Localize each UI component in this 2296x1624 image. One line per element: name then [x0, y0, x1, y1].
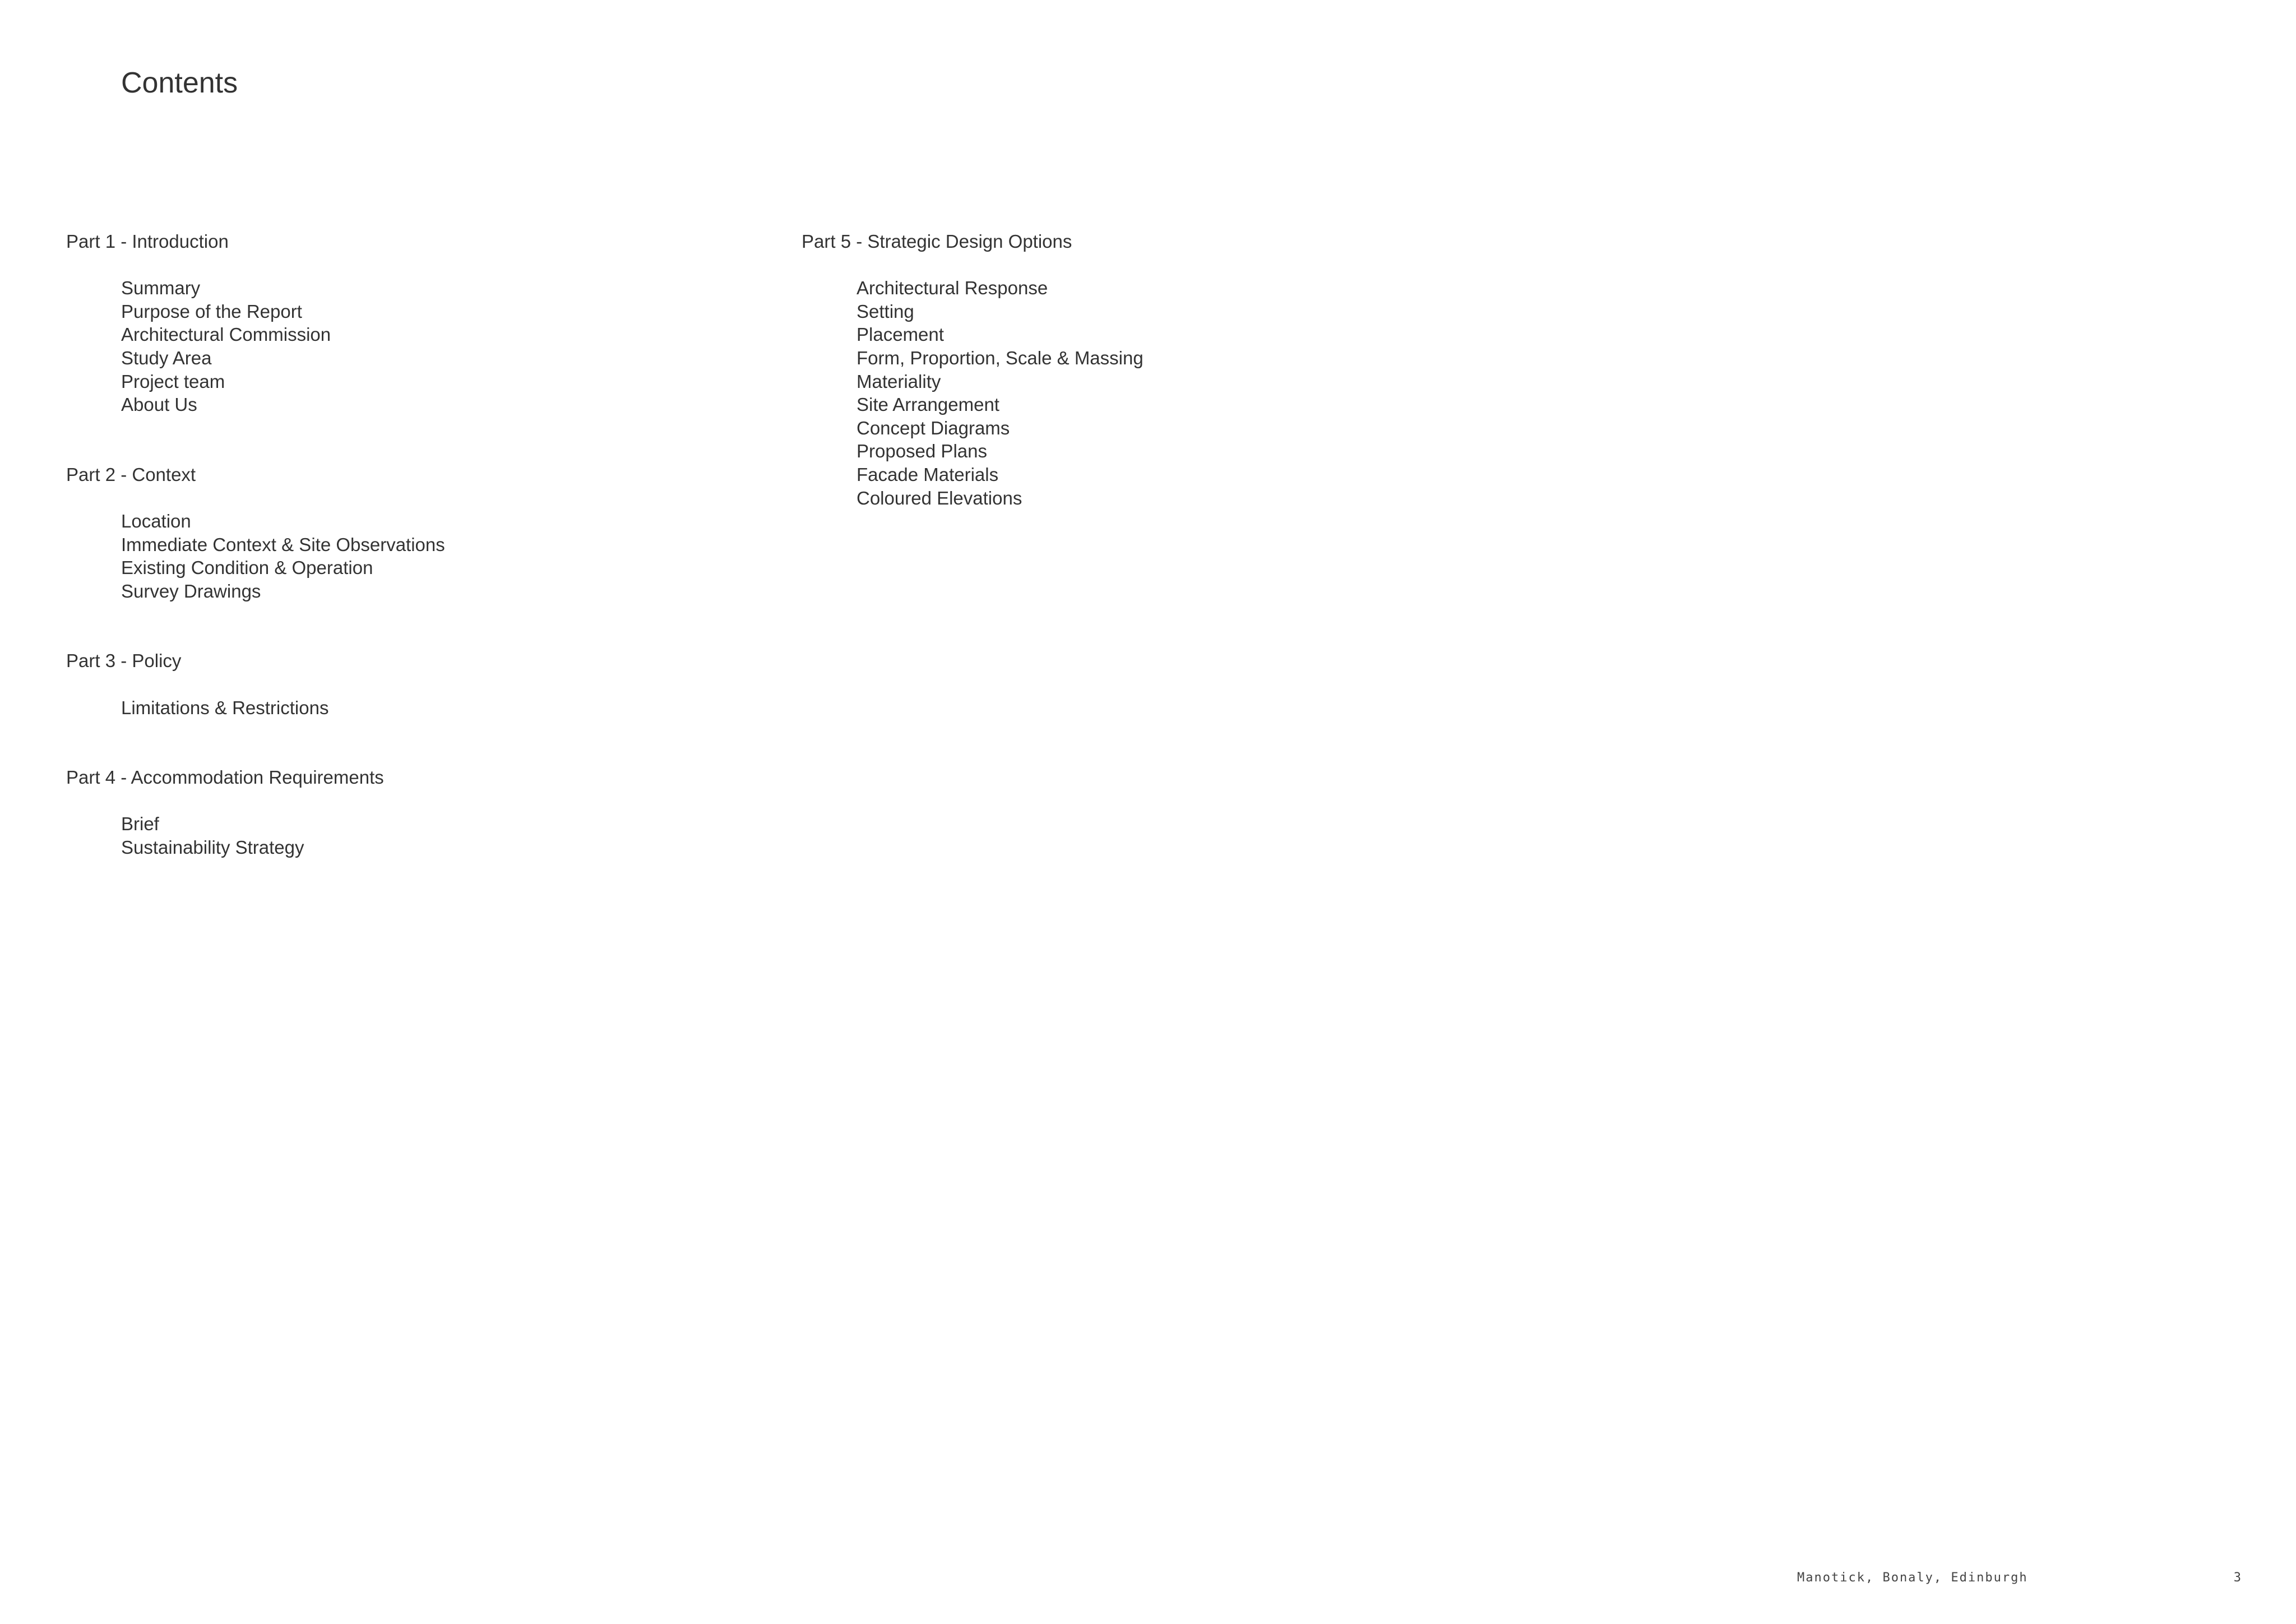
- contents-item: Concept Diagrams: [857, 417, 1010, 438]
- section-heading: Part 3 - Policy: [66, 650, 182, 672]
- contents-item: Architectural Response: [857, 277, 1048, 299]
- section-heading: Part 1 - Introduction: [66, 231, 229, 252]
- contents-item: Facade Materials: [857, 464, 999, 485]
- contents-section-part-3: [66, 649, 739, 719]
- section-heading: Part 2 - Context: [66, 464, 196, 485]
- contents-item: Immediate Context & Site Observations: [121, 534, 445, 555]
- contents-section-part-5: [802, 230, 1474, 510]
- contents-item: Architectural Commission: [121, 324, 331, 345]
- contents-section-part-2: [66, 463, 739, 603]
- contents-item: Materiality: [857, 371, 941, 392]
- contents-section-part-4: [66, 766, 739, 859]
- contents-item: Sustainability Strategy: [121, 836, 304, 858]
- footer-document-name: Manotick, Bonaly, Edinburgh: [1797, 1571, 2028, 1585]
- section-item-list: [857, 276, 1474, 510]
- section-item-list: [121, 276, 739, 417]
- contents-item: Limitations & Restrictions: [121, 697, 329, 718]
- contents-right-column: [802, 230, 1474, 556]
- contents-item: Setting: [857, 300, 914, 322]
- contents-item: Brief: [121, 813, 159, 835]
- section-heading: Part 4 - Accommodation Requirements: [66, 767, 384, 788]
- footer-page-number: 3: [2233, 1571, 2241, 1585]
- contents-item: Form, Proportion, Scale & Massing: [857, 347, 1144, 368]
- contents-left-column: [66, 230, 739, 905]
- contents-item: Location: [121, 510, 191, 531]
- contents-item: Proposed Plans: [857, 441, 987, 462]
- contents-item: Survey Drawings: [121, 580, 261, 602]
- page-title: Contents: [121, 67, 238, 99]
- contents-section-part-1: [66, 230, 739, 417]
- contents-item: Summary: [121, 277, 201, 299]
- contents-item: Placement: [857, 324, 944, 345]
- section-item-list: [121, 696, 739, 720]
- contents-item: About Us: [121, 394, 197, 415]
- contents-item: Site Arrangement: [857, 394, 999, 415]
- section-heading: Part 5 - Strategic Design Options: [802, 231, 1072, 252]
- contents-item: Purpose of the Report: [121, 300, 302, 322]
- contents-item: Existing Condition & Operation: [121, 557, 373, 579]
- contents-item: Coloured Elevations: [857, 487, 1022, 508]
- section-item-list: [121, 812, 739, 859]
- contents-item: Study Area: [121, 347, 212, 368]
- section-item-list: [121, 510, 739, 603]
- contents-item: Project team: [121, 371, 225, 392]
